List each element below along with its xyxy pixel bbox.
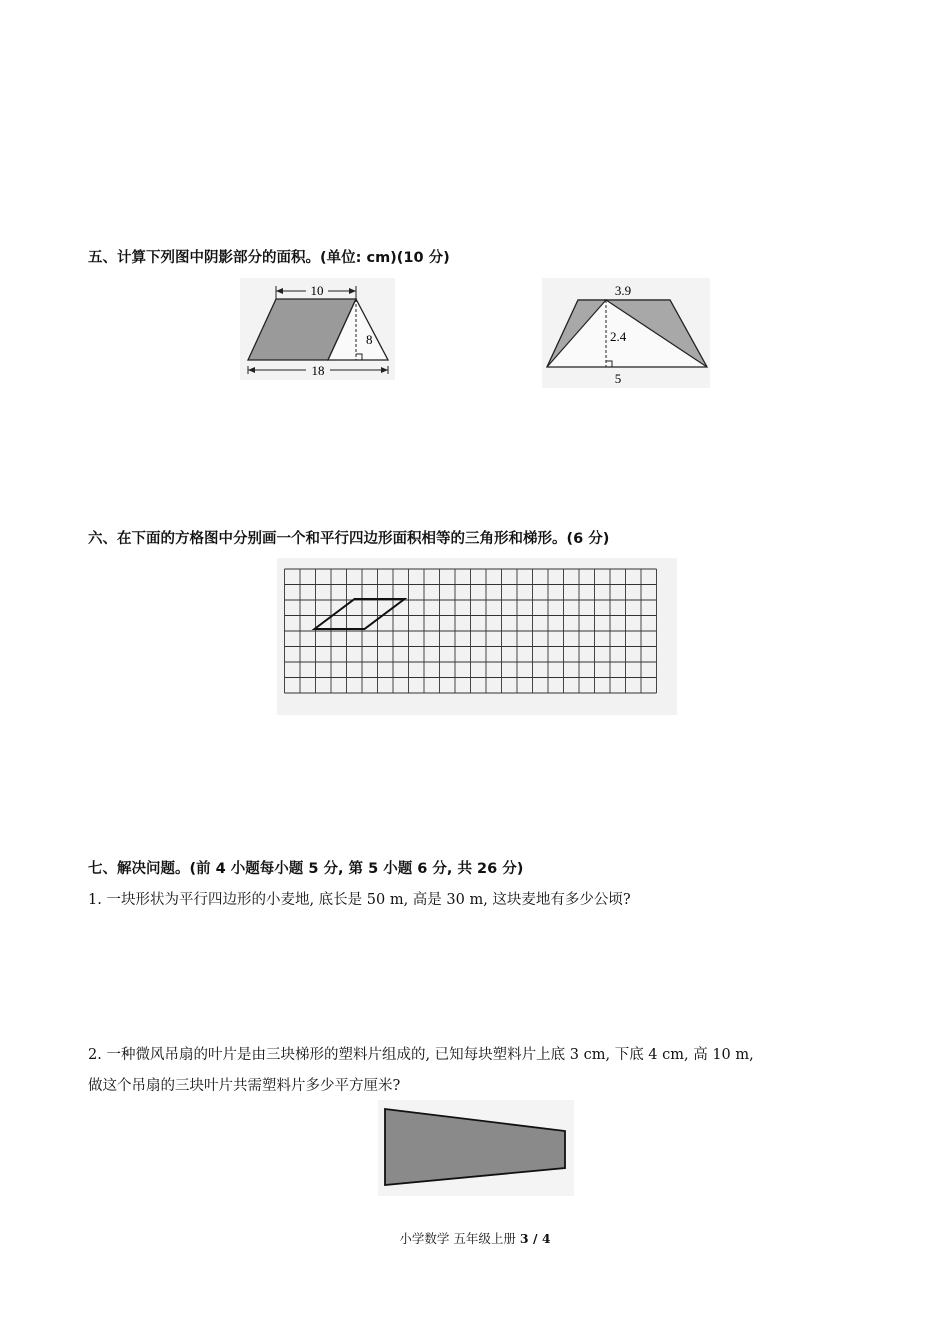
height-dimension-label: 2.4 xyxy=(610,329,627,344)
section5-heading: 五、计算下列图中阴影部分的面积。(单位: cm)(10 分) xyxy=(88,250,450,266)
fan-blade-figure xyxy=(378,1100,574,1200)
square-grid-figure xyxy=(277,558,677,719)
question-2-text-line2: 做这个吊扇的三块叶片共需塑料片多少平方厘米? xyxy=(88,1078,401,1094)
height-dimension-label: 8 xyxy=(366,332,373,347)
footer-page-number: 3 / 4 xyxy=(519,1231,551,1246)
top-dimension-label: 3.9 xyxy=(614,283,632,298)
footer-subject: 小学数学 五年级上册 xyxy=(399,1231,516,1246)
bottom-dimension-label: 18 xyxy=(311,363,325,378)
section7-heading: 七、解决问题。(前 4 小题每小题 5 分, 第 5 小题 6 分, 共 26 分) xyxy=(88,861,524,877)
section6-heading: 六、在下面的方格图中分别画一个和平行四边形面积相等的三角形和梯形。(6 分) xyxy=(88,531,610,547)
shaded-parallelogram-figure xyxy=(240,278,395,384)
page-footer xyxy=(0,1229,950,1247)
top-dimension-label: 10 xyxy=(310,283,324,298)
question-2-text-line1: 2. 一种微风吊扇的叶片是由三块梯形的塑料片组成的, 已知每块塑料片上底 3 cm, 下底 4 cm, 高 10 m, xyxy=(88,1047,754,1063)
question-1-text: 1. 一块形状为平行四边形的小麦地, 底长是 50 m, 高是 30 m, 这块麦地有多少公顷? xyxy=(88,892,631,908)
bottom-dimension-label: 5 xyxy=(614,371,622,386)
shaded-trapezoid-figure xyxy=(542,278,710,392)
